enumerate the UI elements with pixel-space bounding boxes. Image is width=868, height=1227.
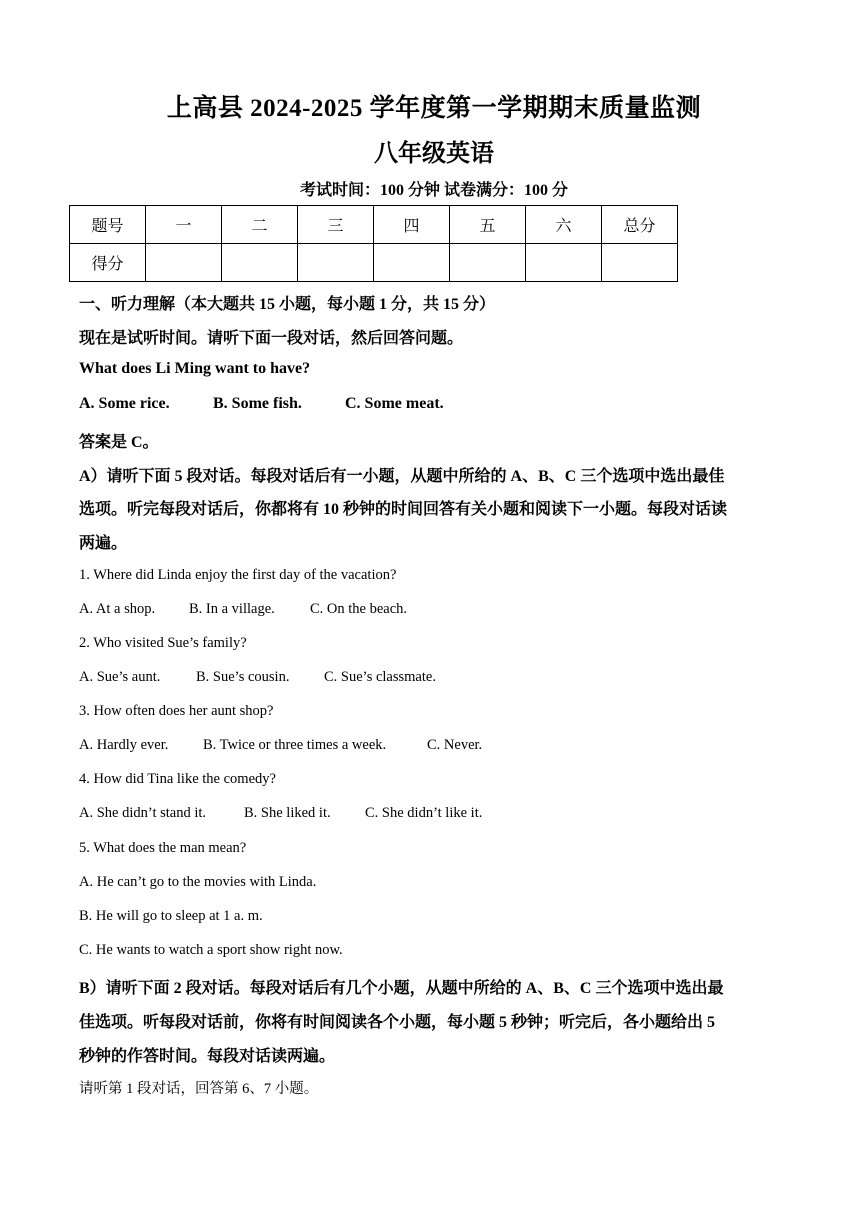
score-table-cell: 三 xyxy=(298,206,374,244)
score-table-cell: 总分 xyxy=(602,206,678,244)
question-option: A. He can’t go to the movies with Linda. xyxy=(79,874,317,890)
part-b-first-dialogue: 请听第 1 段对话，回答第 6、7 小题。 xyxy=(79,1081,319,1097)
score-table xyxy=(69,205,678,282)
part-b-instruction-line: 佳选项。听每段对话前，你将有时间阅读各个小题，每小题 5 秒钟；听完后，各小题给出 5 xyxy=(79,1014,716,1031)
question-option: C. He wants to watch a sport show right now. xyxy=(79,942,343,958)
score-cell-empty xyxy=(146,244,222,282)
part-b-instruction-line: B）请听下面 2 段对话。每段对话后有几个小题，从题中所给的 A、B、C 三个选项中选出最 xyxy=(79,980,724,997)
score-table-cell: 六 xyxy=(526,206,602,244)
question-text: 2. Who visited Sue’s family? xyxy=(79,635,247,651)
question-option: A. Sue’s aunt. xyxy=(79,669,161,685)
question-option: C. On the beach. xyxy=(310,601,408,617)
trial-option: C. Some meat. xyxy=(345,395,444,412)
exam-subtitle: 八年级英语 xyxy=(374,141,494,167)
exam-title: 上高县 2024-2025 学年度第一学期期末质量监测 xyxy=(166,95,702,122)
question-option: B. In a village. xyxy=(189,601,275,617)
question-option: C. Sue’s classmate. xyxy=(324,669,436,685)
part-a-instruction-line: 选项。听完每段对话后，你都将有 10 秒钟的时间回答有关小题和阅读下一小题。每段对话读 xyxy=(79,501,728,518)
trial-question: What does Li Ming want to have? xyxy=(79,360,311,377)
trial-options xyxy=(79,395,799,413)
question-option: B. She liked it. xyxy=(244,805,331,821)
trial-instruction: 现在是试听时间。请听下面一段对话，然后回答问题。 xyxy=(79,330,464,347)
question-option: A. At a shop. xyxy=(79,601,156,617)
question-options xyxy=(79,737,799,754)
score-cell-empty xyxy=(374,244,450,282)
score-table-header-row xyxy=(70,206,678,244)
question-option: C. She didn’t like it. xyxy=(365,805,483,821)
score-table-cell: 五 xyxy=(450,206,526,244)
question-option: B. He will go to sleep at 1 a. m. xyxy=(79,908,263,924)
question-option: C. Never. xyxy=(427,737,483,753)
question-option: B. Twice or three times a week. xyxy=(203,737,387,753)
section-heading: 一、听力理解（本大题共 15 小题，每小题 1 分，共 15 分） xyxy=(79,296,496,313)
question-option: A. She didn’t stand it. xyxy=(79,805,207,821)
question-text: 5. What does the man mean? xyxy=(79,840,247,856)
part-a-instruction-line: A）请听下面 5 段对话。每段对话后有一小题，从题中所给的 A、B、C 三个选项中选出最佳 xyxy=(79,468,725,485)
score-table-cell: 二 xyxy=(222,206,298,244)
score-table-cell: 一 xyxy=(146,206,222,244)
score-table-cell: 四 xyxy=(374,206,450,244)
question-option: A. Hardly ever. xyxy=(79,737,169,753)
part-b-instruction-line: 秒钟的作答时间。每段对话读两遍。 xyxy=(79,1048,336,1065)
score-cell-empty xyxy=(602,244,678,282)
trial-option: B. Some fish. xyxy=(213,395,302,412)
score-cell-empty xyxy=(222,244,298,282)
question-options xyxy=(79,669,799,686)
question-text: 4. How did Tina like the comedy? xyxy=(79,771,276,787)
question-options xyxy=(79,601,799,618)
score-cell-empty xyxy=(298,244,374,282)
score-table-cell: 题号 xyxy=(70,206,146,244)
score-cell-empty xyxy=(526,244,602,282)
question-options xyxy=(79,805,799,822)
exam-info: 考试时间：100 分钟 试卷满分：100 分 xyxy=(299,182,568,199)
trial-answer: 答案是 C。 xyxy=(79,434,159,451)
score-table-score-row xyxy=(70,244,678,282)
question-text: 1. Where did Linda enjoy the first day of the vacation? xyxy=(79,567,397,583)
question-text: 3. How often does her aunt shop? xyxy=(79,703,274,719)
part-a-instruction-line: 两遍。 xyxy=(79,535,128,552)
question-option: B. Sue’s cousin. xyxy=(196,669,290,685)
score-cell-empty xyxy=(450,244,526,282)
score-row-label: 得分 xyxy=(70,244,146,282)
trial-option: A. Some rice. xyxy=(79,395,170,412)
